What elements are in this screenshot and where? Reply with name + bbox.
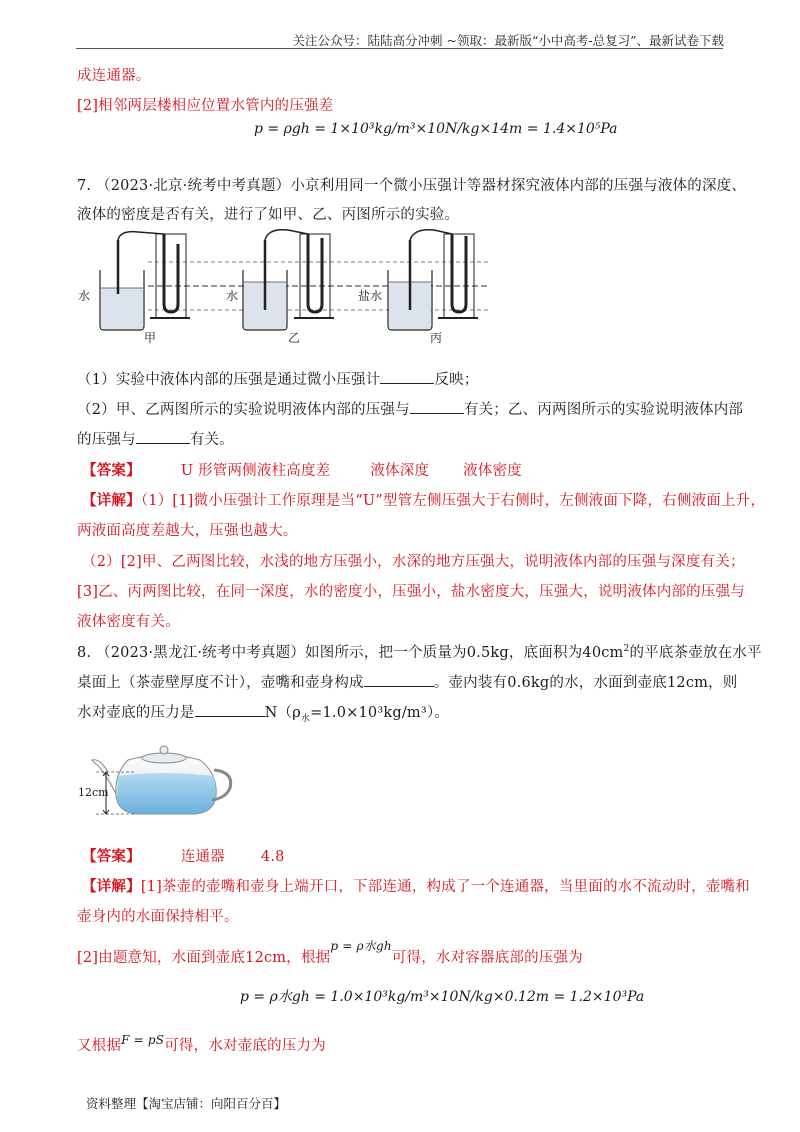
q7-answer: 【答案】 U 形管两侧液柱高度差 液体深度 液体密度	[82, 462, 522, 479]
teapot-height-label: 12cm	[78, 786, 109, 799]
answer-blank-1[interactable]	[380, 369, 434, 385]
inline-formula-pressure: p = ρ水gh	[330, 939, 392, 953]
q7-stem-line-2: 液体的密度是否有关，进行了如甲、乙、丙图所示的实验。	[77, 207, 460, 223]
q8-detail-1: 【详解】[1]茶壶的壶嘴和壶身上端开口，下部连通，构成了一个连通器，当里面的水不流动时，壶嘴和	[82, 878, 750, 895]
figure-label-bing: 丙	[430, 331, 443, 344]
figure-label-yi: 乙	[288, 331, 301, 344]
liquid-label-yi: 水	[226, 289, 239, 303]
q8-detail-2: 壶身内的水面保持相平。	[77, 909, 239, 925]
q7-detail-4: [3]乙、丙两图比较，在同一深度，水的密度小，压强小，盐水密度大，压强大，说明液体内部的压强与	[77, 584, 745, 600]
q8-detail-4: 又根据$^{F = pS}$可得，水对壶底的压力为	[77, 1033, 326, 1054]
q8-stem-line-2: 桌面上（茶壶壁厚度不计），壶嘴和壶身构成 。壶内装有0.6kg的水，水面到壶底12cm，则	[77, 671, 738, 692]
prev-answer-line: 成连通器。	[77, 68, 151, 84]
figure-label-jia: 甲	[144, 331, 157, 344]
q7-sub-question-2: （2）甲、乙两图所示的实验说明液体内部的压强与 有关；乙、丙两图所示的实验说明液体内部	[77, 398, 743, 419]
pressure-formula-2: p = ρ水gh = 1.0×10³kg/m³×10N/kg×0.12m = 1.2×10³Pa	[240, 989, 645, 1005]
pressure-formula-1: p = ρgh = 1×10³kg/m³×10N/kg×14m = 1.4×10⁵Pa	[254, 121, 618, 137]
q7-stem-line-1: 7. （2023·北京·统考中考真题）小京利用同一个微小压强计等器材探究液体内部的压强与液体的深度、	[77, 178, 747, 194]
page-header-text: 关注公众号：陆陆高分冲刺 ~领取：最新版“小中高考-总复习”、最新试卷下载	[292, 33, 724, 48]
q7-experiment-figure	[78, 226, 498, 344]
setup-bing	[388, 230, 478, 330]
q8-detail-3: [2]由题意知，水面到壶底12cm，根据$^{p = \rho 水gh}$可得，水对容器底部的压强为	[77, 939, 583, 966]
inline-formula-force: F = pS	[121, 1033, 165, 1047]
q7-detail-1: 【详解】（1）[1]微小压强计工作原理是当“U”型管左侧压强大于右侧时，左侧液面下降，右侧液面上升，	[82, 492, 766, 509]
answer-blank-2[interactable]	[410, 399, 464, 415]
teapot-figure	[78, 738, 238, 822]
q7-sub-question-1: （1）实验中液体内部的压强是通过微小压强计 反映；	[77, 368, 479, 389]
q8-stem-line-3: 水对壶底的压力是 $N(\rho_水=1.0\times 10^3kg/m^3)$。	[77, 701, 449, 724]
q7-sub-question-2-cont: 的压强与 有关。	[77, 428, 234, 449]
page-footer: 资料整理【淘宝店铺：向阳百分百】	[86, 1096, 287, 1111]
header-divider	[76, 48, 723, 49]
answer-blank-3[interactable]	[136, 429, 190, 445]
liquid-label-bing: 盐水	[358, 289, 383, 303]
q7-detail-3: （2）[2]甲、乙两图比较，水浅的地方压强小，水深的地方压强大，说明液体内部的压强与深度有关；	[82, 554, 745, 570]
answer-blank-5[interactable]	[195, 702, 265, 718]
q7-detail-2: 两液面高度差越大，压强也越大。	[77, 523, 298, 539]
prev-detail-line: [2]相邻两层楼相应位置水管内的压强差	[77, 98, 334, 114]
setup-jia	[100, 232, 190, 330]
answer-blank-4[interactable]	[364, 672, 434, 688]
liquid-label-jia: 水	[78, 289, 91, 303]
setup-yi	[243, 230, 334, 330]
q8-answer: 【答案】 连通器 4.8	[82, 848, 285, 865]
q7-detail-5: 液体密度有关。	[77, 614, 180, 630]
q8-stem-line-1: 8. （2023·黑龙江·统考中考真题）如图所示，把一个质量为0.5kg，底面积为$40cm^2$的平底茶壶放在水平	[77, 644, 762, 661]
